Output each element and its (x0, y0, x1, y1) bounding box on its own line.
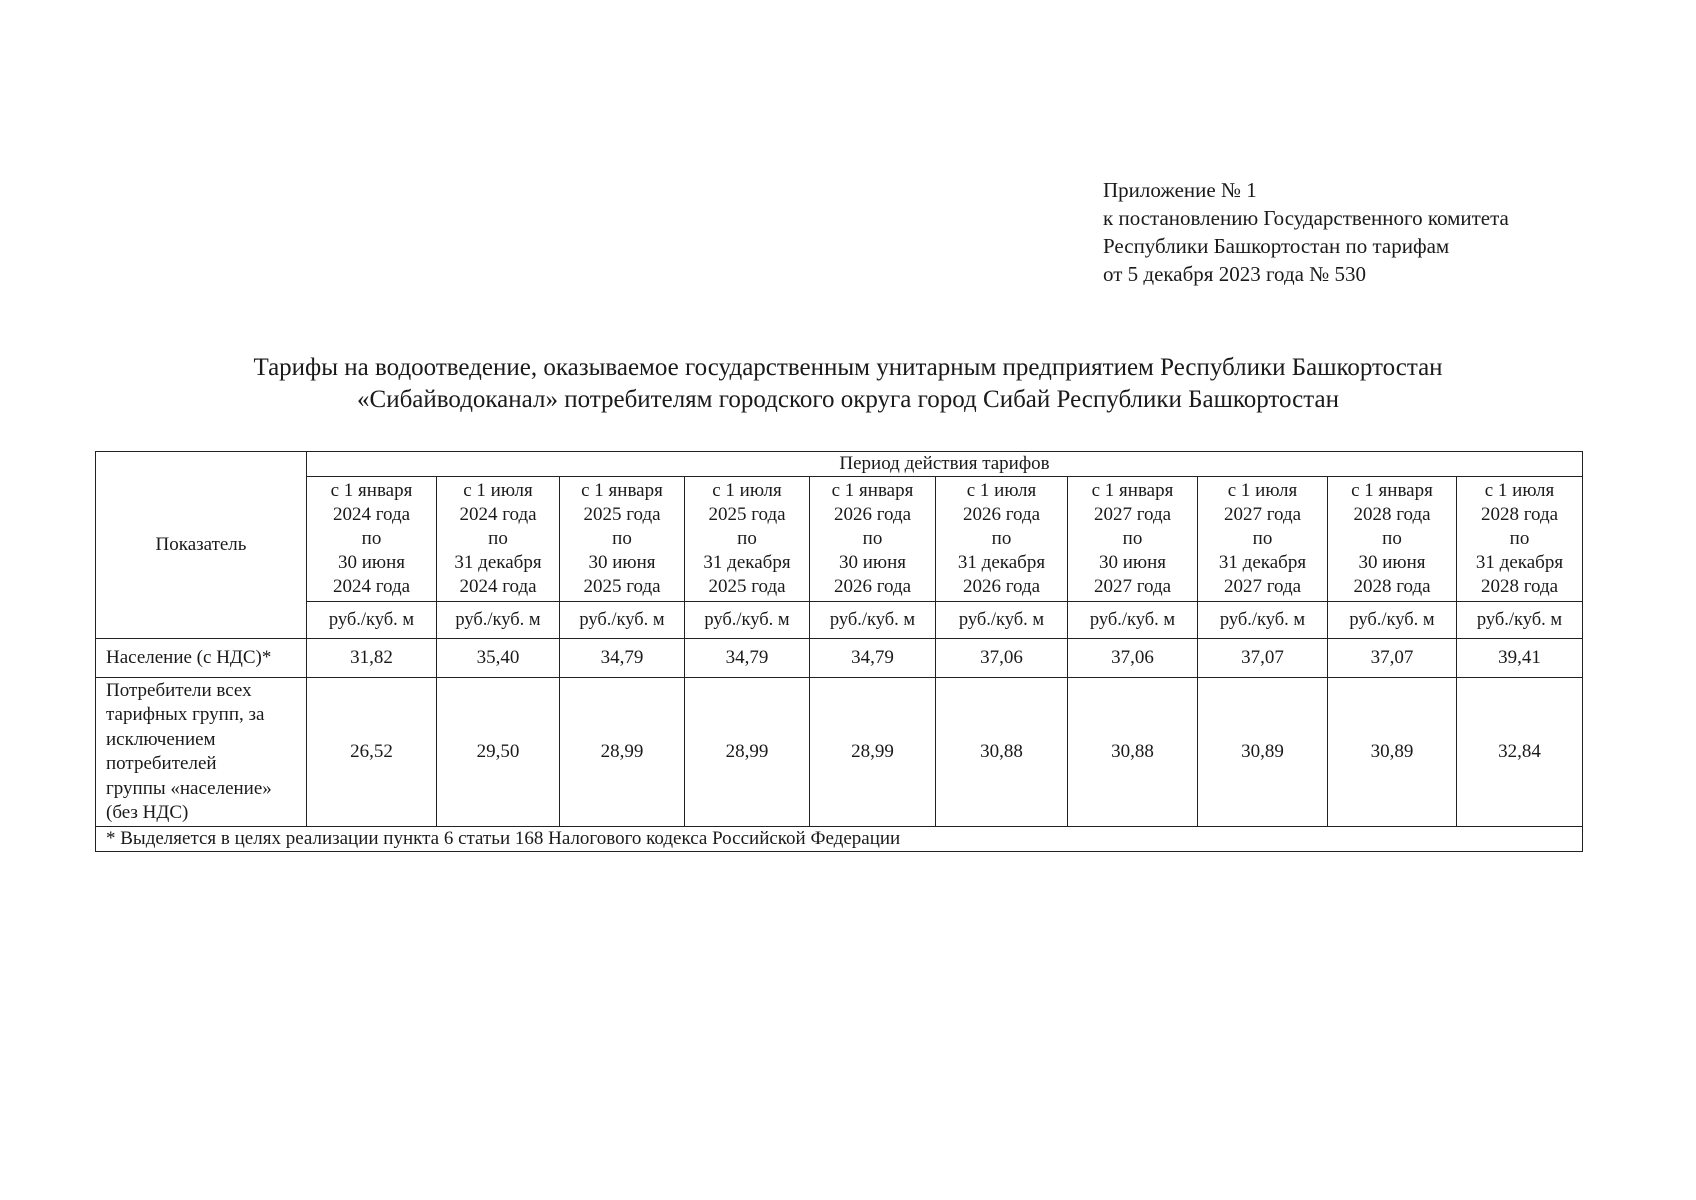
period-cell (1198, 477, 1328, 602)
period-line: 2027 года (1223, 576, 1302, 597)
tariff-value-cell: 30,89 (1328, 678, 1457, 827)
document-title (96, 352, 1600, 416)
indicator-header: Показатель (96, 452, 307, 639)
period-line: с 1 июля (463, 480, 533, 501)
tariff-value-cell: 32,84 (1457, 678, 1583, 827)
period-line: 2025 года (583, 504, 661, 525)
tariff-value-cell: 31,82 (307, 639, 437, 678)
tariff-value-cell: 37,07 (1198, 639, 1328, 678)
period-line: 31 декабря (703, 552, 791, 573)
period-cell (685, 477, 810, 602)
appendix-line: Республики Башкортостан по тарифам (1103, 234, 1450, 258)
unit-cell: руб./куб. м (307, 602, 437, 639)
period-line: по (1252, 528, 1273, 549)
period-line: 2027 года (1093, 576, 1172, 597)
label-line: Потребители всех (106, 679, 252, 701)
unit-cell: руб./куб. м (685, 602, 810, 639)
period-line: с 1 июля (712, 480, 782, 501)
label-line: группы «население» (106, 777, 272, 799)
period-line: по (488, 528, 508, 549)
period-line: 31 декабря (1218, 552, 1307, 573)
period-cell (1328, 477, 1457, 602)
unit-cell: руб./куб. м (1457, 602, 1583, 639)
tariff-value-cell: 28,99 (685, 678, 810, 827)
period-line: 2024 года (332, 504, 411, 525)
appendix-line: от 5 декабря 2023 года № 530 (1103, 262, 1366, 286)
label-line: исключением (106, 728, 216, 750)
tariff-value-cell: 30,88 (936, 678, 1068, 827)
period-line: 2025 года (708, 504, 786, 525)
tariff-value-cell: 34,79 (810, 639, 936, 678)
tariff-value-cell: 30,88 (1068, 678, 1198, 827)
tariff-value-cell: 29,50 (437, 678, 560, 827)
tariff-value-cell: 35,40 (437, 639, 560, 678)
title-line: Тарифы на водоотведение, оказываемое государственным унитарным предприятием Республики Башкортостан (253, 354, 1443, 381)
appendix-block (1103, 176, 1509, 288)
appendix-line: Приложение № 1 (1103, 178, 1257, 202)
period-line: с 1 июля (1484, 480, 1555, 501)
period-line: 30 июня (337, 552, 406, 573)
period-line: 31 декабря (957, 552, 1046, 573)
period-line: по (1509, 528, 1530, 549)
unit-cell: руб./куб. м (936, 602, 1068, 639)
period-line: по (1122, 528, 1143, 549)
period-line: 2025 года (583, 576, 661, 597)
period-line: 2028 года (1480, 576, 1559, 597)
period-cell (560, 477, 685, 602)
period-line: 30 июня (588, 552, 656, 573)
period-line: 2024 года (459, 576, 537, 597)
tariff-value-cell: 28,99 (560, 678, 685, 827)
label-line: (без НДС) (106, 802, 189, 823)
footnote-row (96, 827, 1583, 852)
label-line: тарифных групп, за (106, 704, 265, 725)
period-line: 2028 года (1480, 504, 1559, 525)
period-line: 2027 года (1223, 504, 1302, 525)
period-line: 31 декабря (454, 552, 542, 573)
title-line: «Сибайводоканал» потребителям городского округа город Сибай Республики Башкортостан (357, 386, 1339, 413)
tariff-value-cell: 37,06 (936, 639, 1068, 678)
period-cell (810, 477, 936, 602)
footnote: * Выделяется в целях реализации пункта 6 статьи 168 Налогового кодекса Российской Федерации (96, 827, 1583, 852)
table-row (96, 678, 1583, 827)
tariff-value-cell: 30,89 (1198, 678, 1328, 827)
unit-cell: руб./куб. м (560, 602, 685, 639)
unit-cell: руб./куб. м (437, 602, 560, 639)
header-row-period (96, 452, 1583, 477)
tariff-value-cell: 37,06 (1068, 639, 1198, 678)
period-line: 2028 года (1353, 504, 1431, 525)
tariff-value-cell: 26,52 (307, 678, 437, 827)
table-row (96, 639, 1583, 678)
period-line: 30 июня (1358, 552, 1426, 573)
period-cell (936, 477, 1068, 602)
tariff-table (95, 451, 1583, 852)
period-line: 31 декабря (1475, 552, 1564, 573)
header-row-units (96, 602, 1583, 639)
row-label-population: Население (с НДС)* (96, 639, 307, 678)
unit-cell: руб./куб. м (1328, 602, 1457, 639)
period-line: 2028 года (1353, 576, 1431, 597)
appendix-line: к постановлению Государственного комитета (1103, 206, 1509, 230)
period-line: 30 июня (1098, 552, 1167, 573)
period-line: 2026 года (962, 576, 1041, 597)
period-cell (437, 477, 560, 602)
period-line: с 1 января (1351, 480, 1433, 501)
period-line: с 1 января (831, 480, 914, 501)
period-cell (1068, 477, 1198, 602)
period-line: по (862, 528, 883, 549)
period-line: 30 июня (838, 552, 907, 573)
unit-cell: руб./куб. м (1068, 602, 1198, 639)
period-line: с 1 июля (1227, 480, 1298, 501)
period-line: 2026 года (962, 504, 1041, 525)
tariff-value-cell: 28,99 (810, 678, 936, 827)
period-line: 2025 года (708, 576, 786, 597)
header-row-dates (96, 477, 1583, 602)
period-line: по (612, 528, 632, 549)
period-line: с 1 января (581, 480, 663, 501)
period-line: 2026 года (833, 576, 912, 597)
label-line: потребителей (106, 753, 217, 774)
tariff-value-cell: 34,79 (560, 639, 685, 678)
period-line: с 1 января (1091, 480, 1174, 501)
period-line: по (361, 528, 382, 549)
period-line: 2026 года (833, 504, 912, 525)
tariff-value-cell: 37,07 (1328, 639, 1457, 678)
unit-cell: руб./куб. м (810, 602, 936, 639)
period-line: 2024 года (332, 576, 411, 597)
period-line: с 1 июля (966, 480, 1037, 501)
period-line: по (737, 528, 757, 549)
unit-cell: руб./куб. м (1198, 602, 1328, 639)
tariff-value-cell: 39,41 (1457, 639, 1583, 678)
period-line: по (1382, 528, 1402, 549)
period-line: 2027 года (1093, 504, 1172, 525)
tariff-value-cell: 34,79 (685, 639, 810, 678)
period-cell (307, 477, 437, 602)
period-cell (1457, 477, 1583, 602)
period-line: по (991, 528, 1012, 549)
period-line: с 1 января (330, 480, 413, 501)
period-header: Период действия тарифов (307, 452, 1583, 477)
period-line: 2024 года (459, 504, 537, 525)
row-label-other-consumers (96, 678, 307, 827)
